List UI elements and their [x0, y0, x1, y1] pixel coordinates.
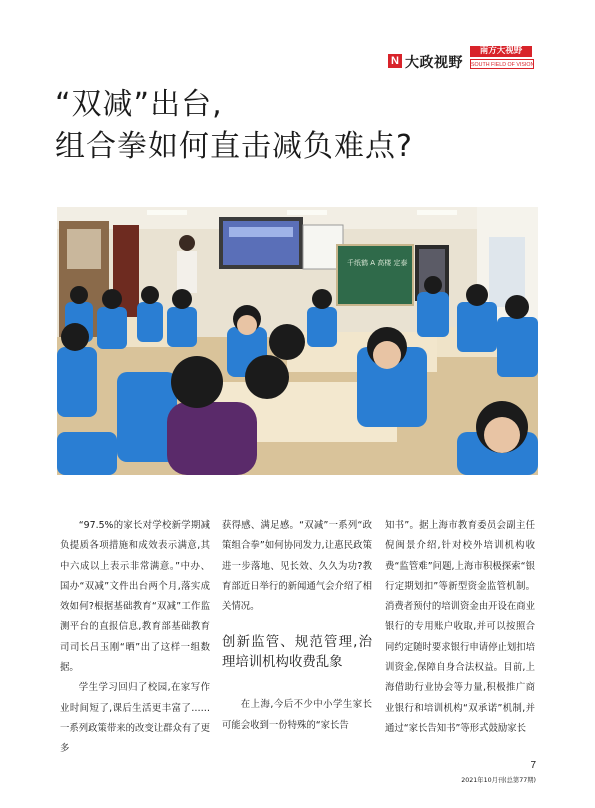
article-title — [55, 84, 535, 168]
title-line-1: “双减”出台, — [55, 87, 223, 122]
chalkboard-text: 千纸鹤 A 高楼 定泰 — [347, 259, 408, 267]
paragraph: 知书”。据上海市教育委员会副主任倪闽景介绍,针对校外培训机构收费“监管难”问题,上海市积极探索“银行定期划扣”等新型资金监管机制。消费者预付的培训资金由开设在商业银行的专用账户收取,并可以按照合同约定随时要求银行申请停止划扣培训资金,保障自身合法权益。目前,上海借助行业协会等力量,积极推广商业银行和培训机构“双承诺”机制,并通过“家长告知书”等形式鼓励家长 — [385, 520, 536, 734]
title-line-2: 组合拳如何直击减负难点? — [55, 129, 413, 164]
masthead — [388, 46, 538, 72]
issue-info: 2021年10月刊(总第77期) — [461, 777, 536, 784]
masthead-name: 大政视野 — [405, 55, 463, 71]
column-3 — [385, 516, 535, 739]
paragraph: 获得感、满足感。“双减”一系列“政策组合拳”如何协同发力,让惠民政策进一步落地、见长效、久久为功?教育部近日举行的新闻通气会介绍了相关情况。 — [222, 520, 373, 613]
section-subheading: 创新监管、规范管理,治理培训机构收费乱象 — [222, 635, 372, 671]
masthead-english: SOUTH FIELD OF VISION — [470, 59, 534, 69]
classroom-illustration — [57, 207, 538, 475]
paragraph: “97.5%的家长对学校新学期减负提质各项措施和成效表示满意,其中六成以上表示非常满意。”中办、国办“双减”文件出台两个月,落实成效如何?根据基础教育“双减”工作监测平台的直报信息,教育部基础教育司司长吕玉刚“晒”出了这样一组数据。 — [60, 520, 210, 674]
page-number: 7 — [530, 760, 536, 771]
paragraph: 在上海,今后不少中小学生家长可能会收到一份特殊的“家长告 — [222, 699, 372, 731]
column-2 — [222, 516, 372, 736]
column-1 — [60, 516, 210, 760]
paragraph: 学生学习回归了校园,在家写作业时间短了,课后生活更丰富了……一系列政策带来的改变让群众有了更多 — [60, 682, 211, 755]
masthead-tag: 南方大视野 — [470, 46, 532, 57]
masthead-logo-icon: N — [388, 54, 402, 68]
classroom-photo — [57, 207, 538, 475]
